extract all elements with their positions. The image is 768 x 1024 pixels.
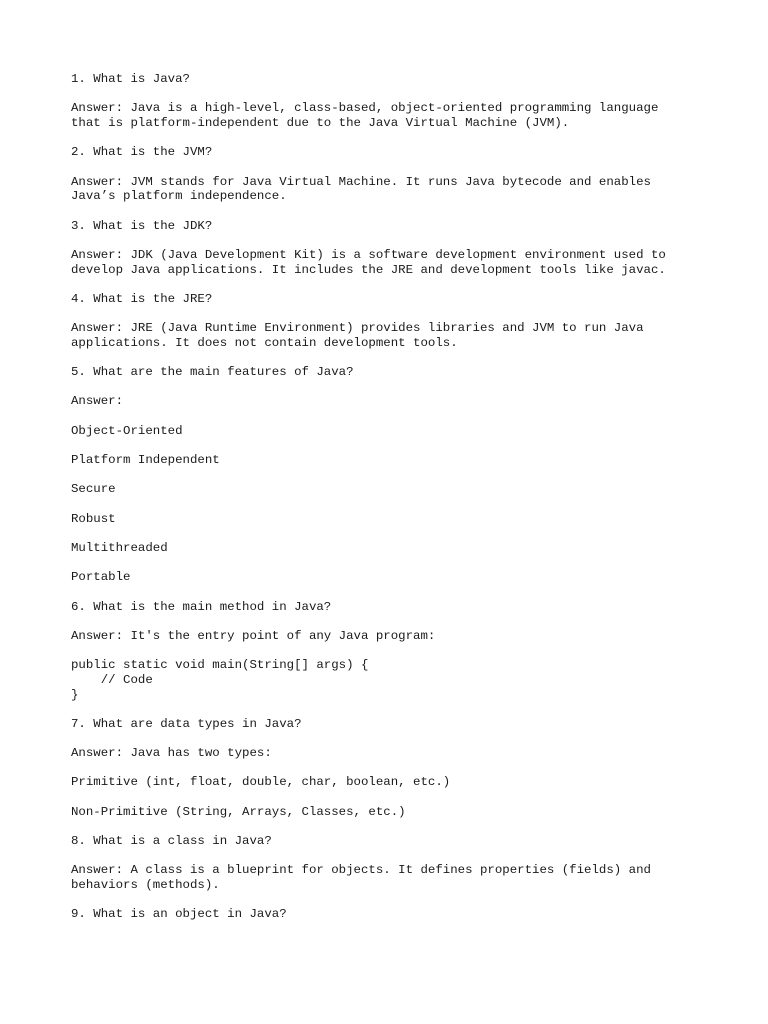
- question-6-heading: 6. What is the main method in Java?: [71, 599, 332, 614]
- question-3-heading: 3. What is the JDK?: [71, 218, 213, 233]
- answer-1-text: Answer: Java is a high-level, class-based, object-oriented programming language that is platform-independent due to the Java Virtual Machine (JVM).: [71, 101, 659, 130]
- data-type-item: Non-Primitive (String, Arrays, Classes, etc.): [71, 804, 406, 819]
- feature-item: Portable: [71, 570, 131, 585]
- question-7-heading: 7. What are data types in Java?: [71, 716, 302, 731]
- main-method-code-block: public static void main(String[] args) { // Code }: [71, 658, 369, 702]
- data-type-item: Primitive (int, float, double, char, boolean, etc.): [71, 775, 451, 790]
- question-1-heading: 1. What is Java?: [71, 72, 190, 86]
- answer-3-text: Answer: JDK (Java Development Kit) is a software development environment used to develop Java applications. It includes the JRE and development tools like javac.: [71, 247, 666, 277]
- document-page: [71, 72, 731, 937]
- question-5-heading: 5. What are the main features of Java?: [71, 365, 354, 380]
- answer-7-intro: Answer: Java has two types:: [71, 746, 272, 761]
- question-9-heading: 9. What is an object in Java?: [71, 907, 287, 922]
- answer-8-text: Answer: A class is a blueprint for objects. It defines properties (fields) and behaviors (methods).: [71, 863, 651, 893]
- answer-4-text: Answer: JRE (Java Runtime Environment) provides libraries and JVM to run Java applications. It does not contain development tools.: [71, 321, 644, 350]
- feature-item: Secure: [71, 482, 116, 497]
- feature-item: Object-Oriented: [71, 423, 183, 438]
- answer-2-text: Answer: JVM stands for Java Virtual Machine. It runs Java bytecode and enables Java’s platform independence.: [71, 174, 651, 204]
- feature-item: Robust: [71, 511, 116, 526]
- answer-5-intro: Answer:: [71, 394, 124, 409]
- answer-6-text: Answer: It's the entry point of any Java program:: [71, 628, 436, 643]
- feature-item: Platform Independent: [71, 453, 220, 468]
- question-8-heading: 8. What is a class in Java?: [71, 834, 272, 849]
- question-2-heading: 2. What is the JVM?: [71, 145, 213, 160]
- feature-item: Multithreaded: [71, 540, 168, 555]
- question-4-heading: 4. What is the JRE?: [71, 291, 213, 306]
